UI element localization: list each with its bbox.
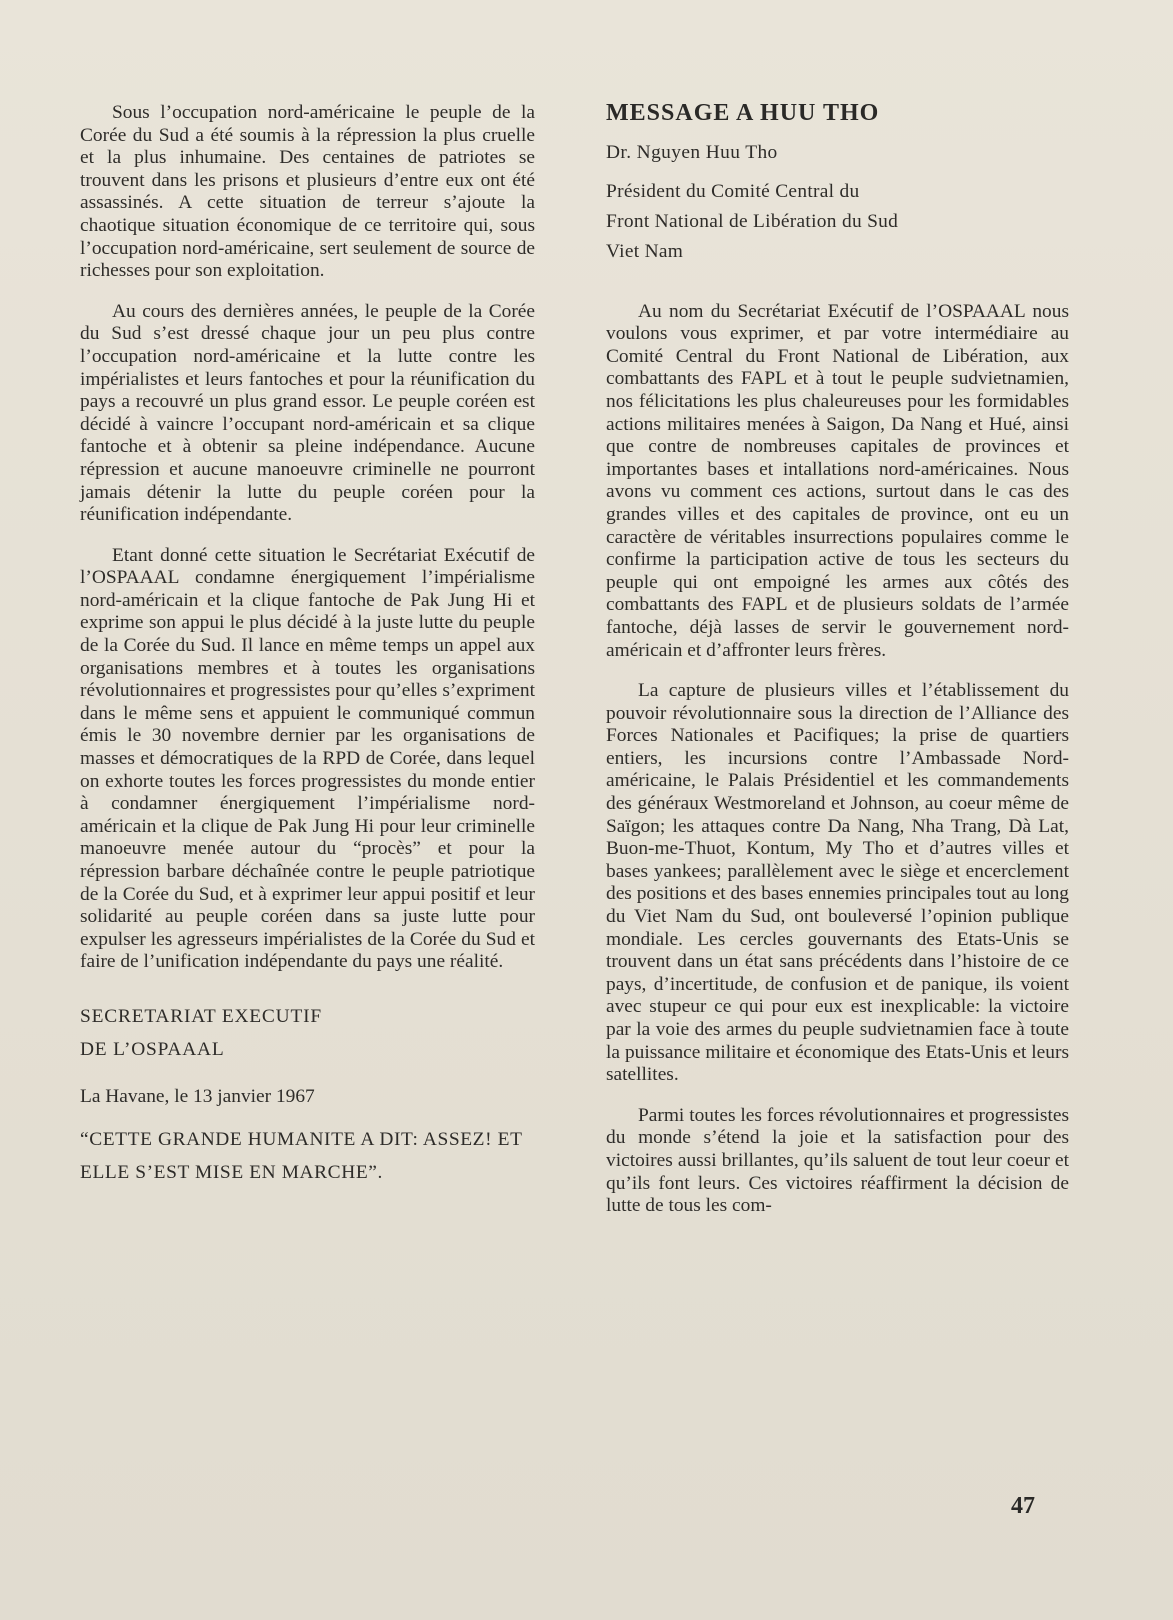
role-line-3: Viet Nam [606, 240, 684, 262]
article-title: MESSAGE A HUU THO [606, 100, 880, 126]
recipient-role [606, 177, 1069, 267]
closing-quote: “CETTE GRANDE HUMANITE A DIT: ASSEZ! ET ELLE S’EST MISE EN MARCHE”. [80, 1128, 523, 1183]
signature-line-1: SECRETARIAT EXECUTIF [80, 1005, 322, 1027]
page-number: 47 [1011, 1493, 1035, 1519]
recipient-name: Dr. Nguyen Huu Tho [606, 142, 778, 163]
role-line-2: Front National de Libération du Sud [606, 210, 899, 232]
right-paragraph-3: Parmi toutes les forces révolutionnaires et progressistes du monde s’étend la joie et la satisfaction pour des victoires aussi brillantes, qu’ils saluent de tout leur coeur et qu’ils font leurs. Ces victoires réaffirment la décision de lutte de tous les com- [606, 1104, 1069, 1217]
signature-block [80, 1000, 535, 1066]
left-paragraph-2: Au cours des dernières années, le peuple de la Corée du Sud s’est dressé chaque jour un peu plus contre l’occupation nord-américaine et la lutte contre les impérialistes et leurs fantoches et pour la réunification du pays a recouvré un plus grand essor. Le peuple coréen est décidé à vaincre l’occupant nord-américain et sa clique fantoche et à obtenir sa pleine indépendance. Aucune répression et aucune manoeuvre criminelle ne pourront jamais détenir la lutte du peuple coréen pour la réunification indépendante. [80, 300, 535, 526]
left-paragraph-3: Etant donné cette situation le Secrétariat Exécutif de l’OSPAAAL condamne énergiquement l’impérialisme nord-américain et la clique fantoche de Pak Jung Hi et exprime son appui le plus décidé à la juste lutte du peuple de la Corée du Sud. Il lance en même temps un appel aux organisations membres et à toutes les organisations révolutionnaires et progressistes pour qu’elles s’expriment dans le même sens et appuient le communiqué commun émis le 30 novembre dernier par les organisations de masses et démocratiques de la RPD de Corée, dans lequel on exhorte toutes les forces progressistes du monde entier à condamner énergiquement l’impérialisme nord-américain et la clique de Pak Jung Hi pour leur criminelle manoeuvre menée autour du “procès” et pour la répression barbare déchaînée contre le peuple patriotique de la Corée du Sud, et à exprimer leur appui positif et leur solidarité au peuple coréen dans sa juste lutte pour expulser les agresseurs impérialistes de la Corée du Sud et faire de l’unification indépendante du pays une réalité. [80, 544, 535, 973]
right-column [606, 98, 1069, 1236]
right-paragraph-2: La capture de plusieurs villes et l’établissement du pouvoir révolutionnaire sous la direction de l’Alliance des Forces Nationales et Pacifiques; la prise de quartiers entiers, les incursions contre l’Ambassade Nord-américaine, le Palais Présidentiel et les commandements des généraux Westmoreland et Johnson, au coeur même de Saïgon; les attaques contre Da Nang, Nha Trang, Dà Lat, Buon-me-Thuot, Kontum, My Tho et d’autres villes et bases yankees; parallèlement avec le siège et encerclement des positions et des bases ennemies principales tout au long du Viet Nam du Sud, ont bouleversé l’opinion publique mondiale. Les cercles gouvernants des Etats-Unis se trouvent dans un état sans précédents dans l’histoire de ce pays, d’incertitude, de confusion et de panique, ils voient avec stupeur ce qui pour eux est inexplicable: la victoire par la voie des armes du peuple sudvietnamien face à toute la puissance militaire et économique des Etats-Unis et leurs satellites. [606, 680, 1069, 1086]
role-line-1: Président du Comité Central du [606, 180, 860, 202]
right-paragraph-1: Au nom du Secrétariat Exécutif de l’OSPAAAL nous voulons vous exprimer, et par votre intermédiaire au Comité Central du Front National de Libération, aux combattants des FAPL et à tout le peuple sudvietnamien, nos félicitations les plus chaleureuses pour les formidables actions militaires menées à Saigon, Da Nang et Hué, ainsi que contre de nombreuses capitales de provinces et importantes bases et intallations nord-américaines. Nous avons vu comment ces actions, surtout dans le cas des grandes villes et des capitales de province, ont eu un caractère de véritables insurrections populaires comme le confirme la participation active de tous les secteurs du peuple qui ont empoigné les armes aux côtés des combattants des FAPL et de plusieurs soldats de l’armée fantoche, déjà lasses de servir le gouvernement nord-américain et d’affronter leurs frères. [606, 300, 1069, 661]
signature-line-2: DE L’OSPAAAL [80, 1038, 225, 1060]
left-paragraph-1: Sous l’occupation nord-américaine le peuple de la Corée du Sud a été soumis à la répression la plus cruelle et la plus inhumaine. Des centaines de patriotes se trouvent dans les prisons et plusieurs d’entre eux ont été assassinés. A cette situation de terreur s’ajoute la chaotique situation économique de ce territoire qui, sous l’occupation nord-américaine, sert seulement de source de richesses pour son exploitation. [80, 102, 535, 282]
place-date: La Havane, le 13 janvier 1967 [80, 1085, 315, 1107]
left-column [80, 98, 535, 1189]
